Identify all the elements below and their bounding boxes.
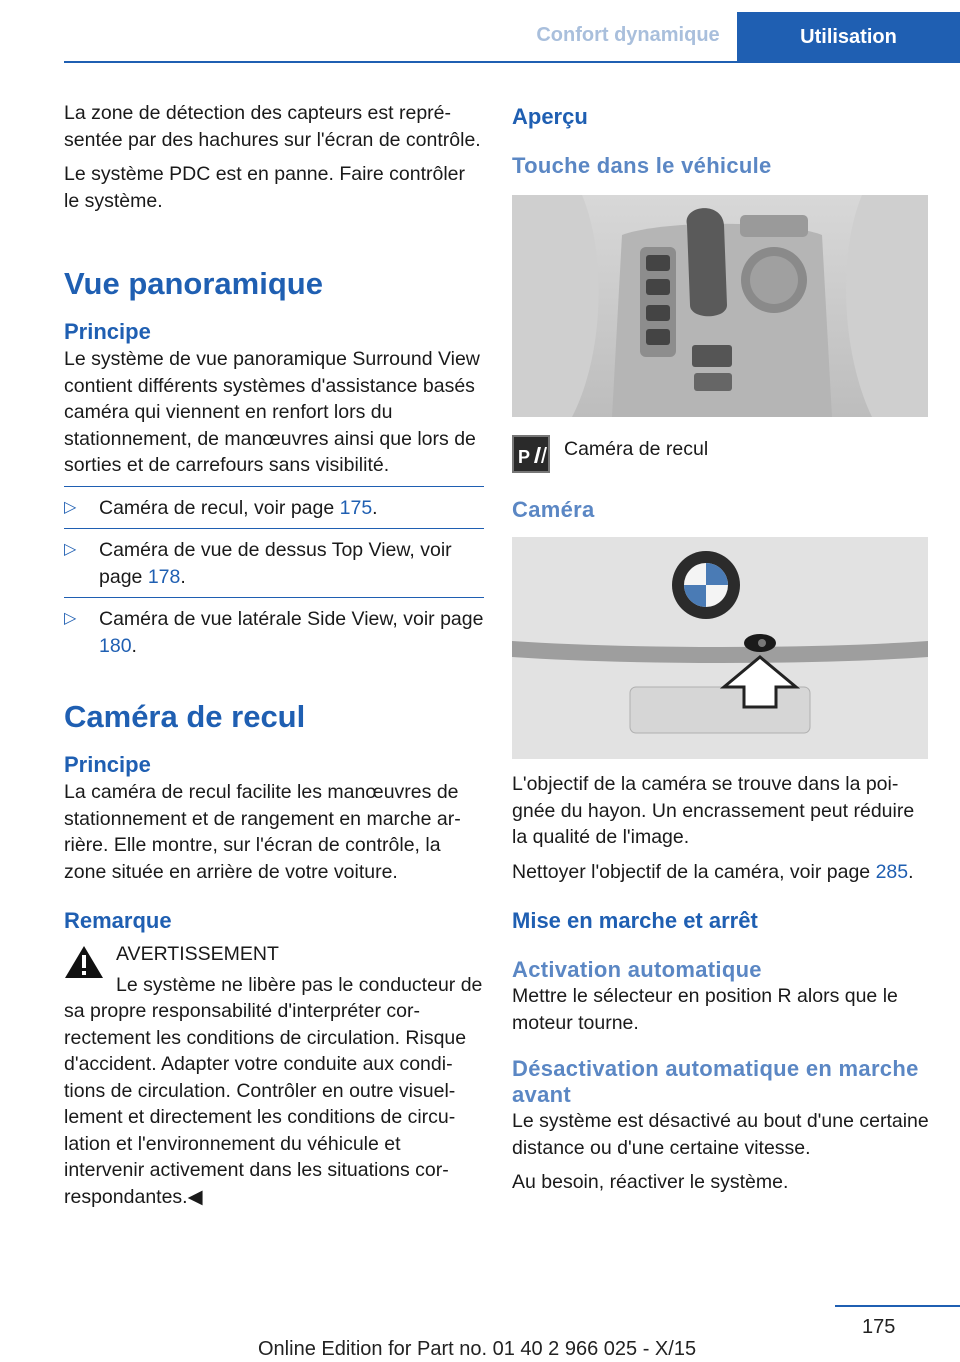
- camera-paragraph-1: L'objectif de la caméra se trouve dans la poignée du hayon. Un encrassement peut réduire la qualité de l'image.: [512, 773, 915, 848]
- chapter-tab[interactable]: [737, 12, 960, 62]
- list-item-text: Caméra de vue latérale Side View, voir page: [99, 608, 484, 630]
- warning-triangle-icon: [64, 945, 104, 979]
- desactivation-paragraph-1: Le système est désactivé au bout d'une certaine distance ou d'une certaine vitesse.: [512, 1110, 929, 1159]
- heading-vue-panoramique: Vue panoramique: [64, 266, 323, 301]
- tailgate-camera-image: [512, 537, 928, 759]
- list-item: [64, 495, 484, 522]
- heading-remarque: Remarque: [64, 908, 172, 933]
- page-link[interactable]: 180: [99, 634, 132, 657]
- image-legend: [512, 435, 932, 487]
- principe-2-text: La caméra de recul facilite les manœuvres de stationnement et de rangement en marche arrière. Elle montre, sur l'écran de contrôle, la zone située en arrière de votre voiture.: [64, 781, 461, 883]
- warning-label: AVERTISSEMENT: [116, 943, 279, 965]
- punctuation: .: [180, 565, 186, 588]
- tailgate-camera-illustration: [512, 537, 928, 759]
- triangle-bullet-icon: ▷: [64, 541, 77, 558]
- page-link[interactable]: 175: [339, 496, 373, 519]
- divider: [64, 486, 484, 487]
- warning-text: [64, 972, 484, 1211]
- list-item: [64, 537, 484, 590]
- heading-activation-automatique: Activation automatique: [512, 957, 762, 982]
- divider: [64, 528, 484, 529]
- right-column: [512, 100, 932, 1196]
- end-mark: ◀: [187, 1185, 203, 1208]
- page-number: 175: [862, 1316, 896, 1338]
- left-column: [64, 100, 484, 1210]
- heading-touche-vehicule: Touche dans le véhicule: [512, 153, 772, 178]
- legend-label: Caméra de recul: [564, 438, 709, 460]
- section-tab[interactable]: Confort dynamique: [536, 24, 720, 46]
- triangle-bullet-icon: ▷: [64, 498, 77, 516]
- footer-divider: [835, 1305, 960, 1307]
- principe-1-text: Le système de vue panoramique Surround View contient différents systèmes d'assistance basés caméra qui viennent en renfort lors du stationnement, de manœuvres ainsi que lors de sorties et de carrefours sans visibilité.: [64, 348, 480, 476]
- punctuation: .: [131, 634, 137, 657]
- camera-paragraph-2-text: Nettoyer l'objectif de la caméra, voir page: [512, 860, 876, 883]
- punctuation: .: [372, 496, 378, 519]
- heading-camera: Caméra: [512, 497, 595, 522]
- heading-camera-de-recul: Caméra de recul: [64, 699, 306, 734]
- divider: [64, 597, 484, 598]
- center-console-image: [512, 195, 928, 417]
- rear-camera-button-icon: [512, 435, 550, 473]
- camera-list: [64, 495, 484, 660]
- list-item: [64, 606, 484, 659]
- camera-paragraph-2: [512, 859, 932, 886]
- triangle-bullet-icon: ▷: [64, 610, 77, 627]
- punctuation: .: [908, 860, 914, 883]
- page-link[interactable]: 285: [875, 860, 909, 883]
- heading-desactivation-automatique: Désactivation automatique en marche avant: [512, 1056, 919, 1107]
- heading-principe-2: Principe: [64, 752, 151, 777]
- heading-apercu: Aperçu: [512, 104, 588, 129]
- desactivation-paragraph-2: Au besoin, réactiver le système.: [512, 1171, 789, 1193]
- intro-paragraph-1: La zone de détection des capteurs est représentée par des hachures sur l'écran de contrôle.: [64, 102, 481, 151]
- heading-mise-en-marche: Mise en marche et arrêt: [512, 908, 758, 933]
- warning-text-body: Le système ne libère pas le conducteur de sa propre responsabilité d'interpréter correctement les conditions de circulation. Risque d'accident. Adapter votre conduite aux conditions de circulation. Contrôler en outre visuellement et directement les conditions de circulation et l'environnement du véhicule et intervenir activement dans les situations correspondantes.: [64, 973, 483, 1208]
- list-item-text: Caméra de recul, voir page: [99, 496, 340, 519]
- page-link[interactable]: 178: [147, 565, 181, 588]
- chapter-tab-label: Utilisation: [800, 26, 897, 48]
- intro-paragraph-2: Le système PDC est en panne. Faire contrôler le système.: [64, 163, 466, 212]
- center-console-illustration: [512, 195, 928, 417]
- edition-note: Online Edition for Part no. 01 40 2 966 025 - X/15: [258, 1338, 697, 1360]
- page-header: [0, 0, 960, 62]
- activation-text: Mettre le sélecteur en position R alors que le moteur tourne.: [512, 985, 898, 1034]
- warning-block: [64, 941, 484, 1210]
- list-item-text: Caméra de vue de dessus Top View, voir page: [99, 539, 452, 588]
- heading-principe-1: Principe: [64, 319, 151, 344]
- header-divider: [64, 61, 960, 63]
- svg-text:P: P: [518, 447, 531, 467]
